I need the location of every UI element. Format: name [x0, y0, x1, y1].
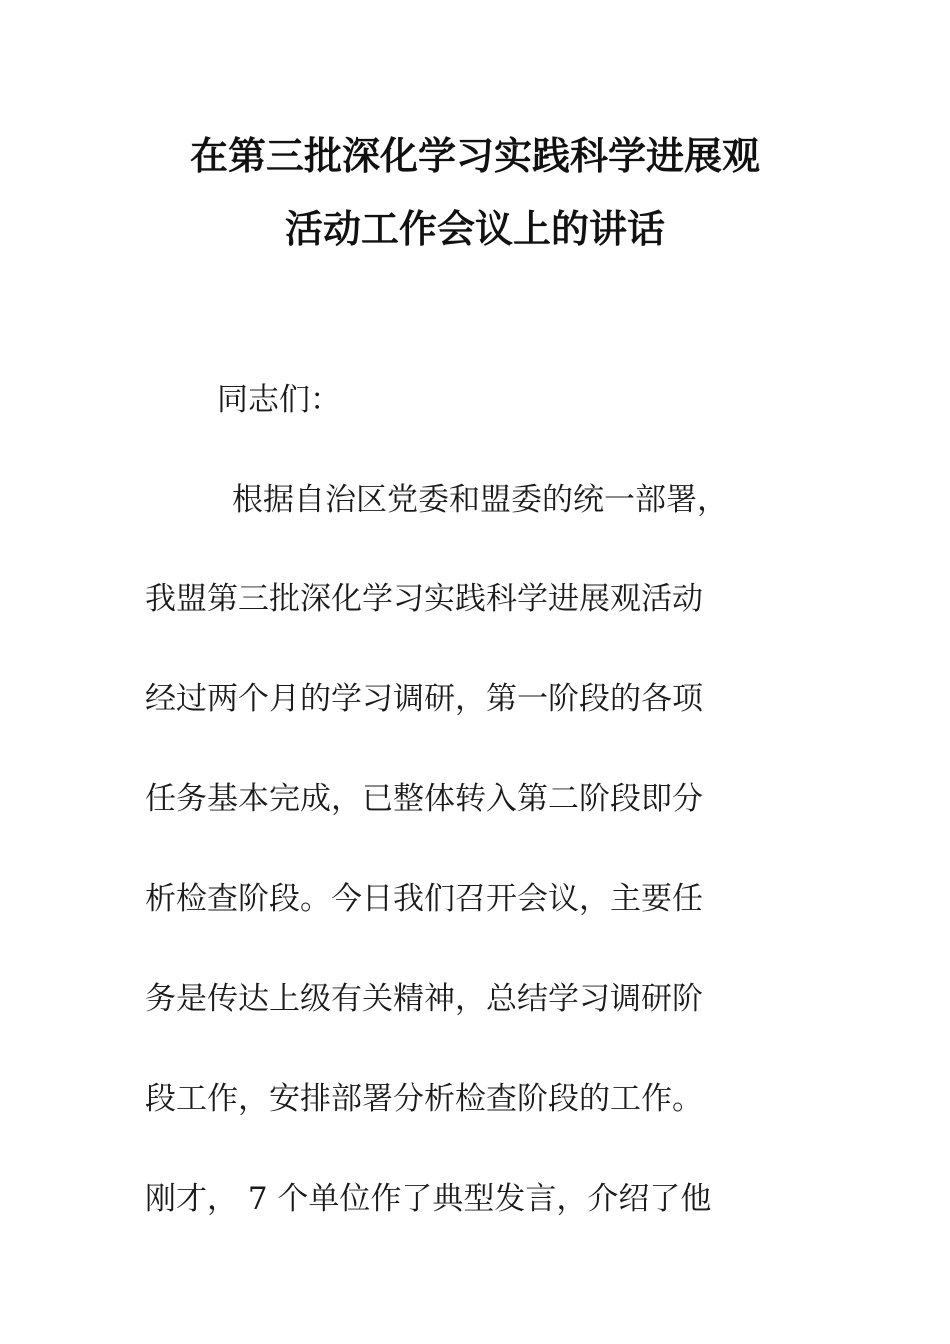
- body-line: 任务基本完成，已整体转入第二阶段即分: [145, 781, 703, 817]
- body-line: 析检查阶段。今日我们召开会议，主要任: [145, 881, 703, 917]
- body-line: 段工作，安排部署分析检查阶段的工作。: [145, 1081, 703, 1117]
- body-line: 务是传达上级有关精神，总结学习调研阶: [145, 981, 703, 1017]
- body-line: 刚才， 7 个单位作了典型发言，介绍了他: [145, 1181, 712, 1217]
- body-line: 我盟第三批深化学习实践科学进展观活动: [145, 581, 703, 617]
- salutation: 同志们：: [217, 382, 341, 418]
- document-title-line-2: 活动工作会议上的讲话: [284, 207, 665, 251]
- body-line: 经过两个月的学习调研，第一阶段的各项: [145, 681, 703, 717]
- document-title-line-1: 在第三批深化学习实践科学进展观: [189, 134, 760, 178]
- body-line: 根据自治区党委和盟委的统一部署，: [232, 482, 728, 518]
